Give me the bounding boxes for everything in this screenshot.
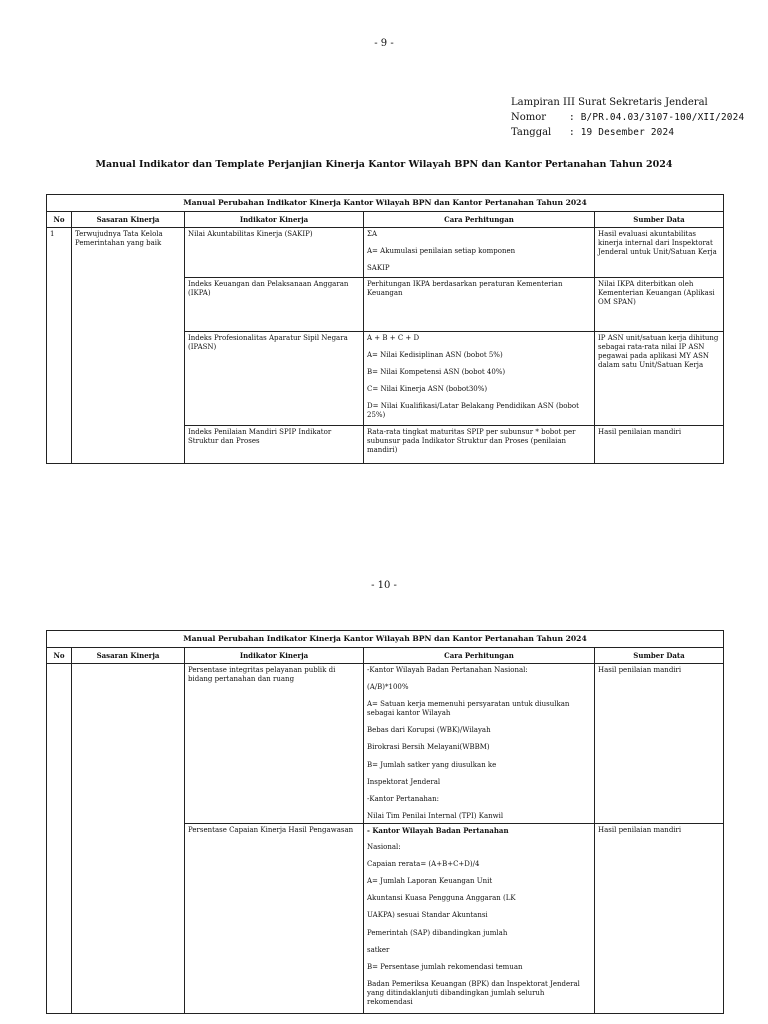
cara-cell	[364, 823, 595, 1013]
header-sumber: Sumber Data	[595, 647, 724, 663]
header-sasaran: Sasaran Kinerja	[72, 211, 185, 227]
header-indikator: Indikator Kinerja	[185, 647, 364, 663]
nomor-value: : B/PR.04.03/3107-100/XII/2024	[569, 112, 745, 123]
header-sasaran: Sasaran Kinerja	[72, 647, 185, 663]
cara-line: B= Nilai Kompetensi ASN (bobot 40%)	[367, 368, 506, 377]
table-caption-row	[47, 631, 724, 648]
indikator-cell: Persentase integritas pelayanan publik di bidang pertanahan dan ruang	[185, 663, 364, 823]
table-row	[47, 663, 724, 823]
table-header-row	[47, 211, 724, 227]
cara-cell	[364, 331, 595, 425]
lampiran-block	[511, 95, 744, 140]
cara-line: UAKPA) sesuai Standar Akuntansi	[367, 911, 488, 920]
sasaran-cell	[72, 663, 185, 1013]
header-indikator: Indikator Kinerja	[185, 211, 364, 227]
cara-line: Nilai Tim Penilai Internal (TPI) Kanwil	[367, 811, 504, 820]
cara-line: Pemerintah (SAP) dibandingkan jumlah	[367, 928, 508, 937]
indikator-cell: Persentase Capaian Kinerja Hasil Pengawasan	[185, 823, 364, 1013]
indikator-cell: Indeks Profesionalitas Aparatur Sipil Negara (IPASN)	[185, 331, 364, 425]
header-cara: Cara Perhitungan	[364, 647, 595, 663]
cara-line: SAKIP	[367, 264, 390, 273]
cara-cell	[364, 425, 595, 463]
cara-line: A= Satuan kerja memenuhi persyaratan untuk diusulkan sebagai kantor Wilayah	[367, 700, 570, 718]
cara-line: ΣA	[367, 229, 378, 238]
sumber-cell: Hasil penilaian mandiri	[595, 823, 724, 1013]
page-number: - 9 -	[374, 38, 394, 49]
cara-cell	[364, 227, 595, 277]
sumber-cell: Nilai IKPA diterbitkan oleh Kementerian Keuangan (Aplikasi OM SPAN)	[595, 277, 724, 331]
cara-line: Capaian rerata= (A+B+C+D)/4	[367, 860, 480, 869]
cara-line: A + B + C + D	[367, 333, 420, 342]
tanggal-label: Tanggal	[511, 127, 552, 138]
table-caption-row	[47, 195, 724, 212]
table-row	[47, 227, 724, 277]
cara-line: -Kantor Pertanahan:	[367, 794, 439, 803]
indikator-cell: Nilai Akuntabilitas Kinerja (SAKIP)	[185, 227, 364, 277]
sumber-cell: Hasil evaluasi akuntabilitas kinerja internal dari Inspektorat Jenderal untuk Unit/Satuan Kerja	[595, 227, 724, 277]
table-caption: Manual Perubahan Indikator Kinerja Kantor Wilayah BPN dan Kantor Pertanahan Tahun 2024	[47, 195, 724, 212]
nomor-row	[511, 110, 744, 125]
cara-line: B= Jumlah satker yang diusulkan ke	[367, 760, 497, 769]
row-number	[47, 663, 72, 1013]
cara-line: D= Nilai Kualifikasi/Latar Belakang Pendidikan ASN (bobot 25%)	[367, 402, 579, 420]
cara-line: Nasional:	[367, 843, 401, 852]
header-no: No	[47, 211, 72, 227]
cara-line: C= Nilai Kinerja ASN (bobot30%)	[367, 385, 488, 394]
sasaran-cell: Terwujudnya Tata Kelola Pemerintahan yang baik	[72, 227, 185, 463]
cara-line: (A/B)*100%	[367, 683, 409, 692]
cara-line: A= Akumulasi penilaian setiap komponen	[367, 247, 516, 256]
header-sumber: Sumber Data	[595, 211, 724, 227]
cara-line: Badan Pemeriksa Keuangan (BPK) dan Inspektorat Jenderal yang ditindaklanjuti dibandingkan jumlah seluruh rekomendasi	[367, 979, 580, 1006]
cara-line: satker	[367, 945, 390, 954]
cara-line: B= Persentase jumlah rekomendasi temuan	[367, 962, 523, 971]
indicator-table-page-9	[46, 194, 724, 464]
cara-line: A= Jumlah Laporan Keuangan Unit	[367, 877, 493, 886]
lampiran-title: Lampiran III Surat Sekretaris Jenderal	[511, 97, 708, 108]
indikator-cell: Indeks Keuangan dan Pelaksanaan Anggaran (IKPA)	[185, 277, 364, 331]
table-caption: Manual Perubahan Indikator Kinerja Kantor Wilayah BPN dan Kantor Pertanahan Tahun 2024	[47, 631, 724, 648]
row-number: 1	[47, 227, 72, 463]
tanggal-value: : 19 Desember 2024	[569, 127, 675, 138]
document-title: Manual Indikator dan Template Perjanjian Kinerja Kantor Wilayah BPN dan Kantor Pertanahan Tahun 2024	[95, 159, 673, 170]
nomor-label: Nomor	[511, 112, 547, 123]
header-cara: Cara Perhitungan	[364, 211, 595, 227]
cara-line: Rata-rata tingkat maturitas SPIP per subunsur * bobot per subunsur pada Indikator Struktur dan Proses (penilaian mandiri)	[367, 427, 576, 455]
cara-line: Perhitungan IKPA berdasarkan peraturan Kementerian Keuangan	[367, 279, 563, 298]
cara-line: Inspektorat Jenderal	[367, 777, 441, 786]
cara-line: -Kantor Wilayah Badan Pertanahan Nasional:	[367, 665, 528, 674]
indikator-cell: Indeks Penilaian Mandiri SPIP Indikator Struktur dan Proses	[185, 425, 364, 463]
cara-line-heading: - Kantor Wilayah Badan Pertanahan	[367, 825, 509, 835]
table-header-row	[47, 647, 724, 663]
sumber-cell: Hasil penilaian mandiri	[595, 663, 724, 823]
cara-line: Akuntansi Kuasa Pengguna Anggaran (LK	[367, 894, 516, 903]
tanggal-row	[511, 125, 744, 140]
cara-cell	[364, 663, 595, 823]
page-number: - 10 -	[371, 580, 397, 591]
cara-line: Bebas dari Korupsi (WBK)/Wilayah	[367, 726, 491, 735]
sumber-cell: IP ASN unit/satuan kerja dihitung sebagai rata-rata nilai IP ASN pegawai pada aplikasi MY ASN dalam satu Unit/Satuan Kerja	[595, 331, 724, 425]
header-no: No	[47, 647, 72, 663]
sumber-cell: Hasil penilaian mandiri	[595, 425, 724, 463]
cara-line: A= Nilai Kedisiplinan ASN (bobot 5%)	[367, 351, 503, 360]
cara-line: Birokrasi Bersih Melayani(WBBM)	[367, 743, 490, 752]
indicator-table-page-10	[46, 630, 724, 1014]
cara-cell	[364, 277, 595, 331]
